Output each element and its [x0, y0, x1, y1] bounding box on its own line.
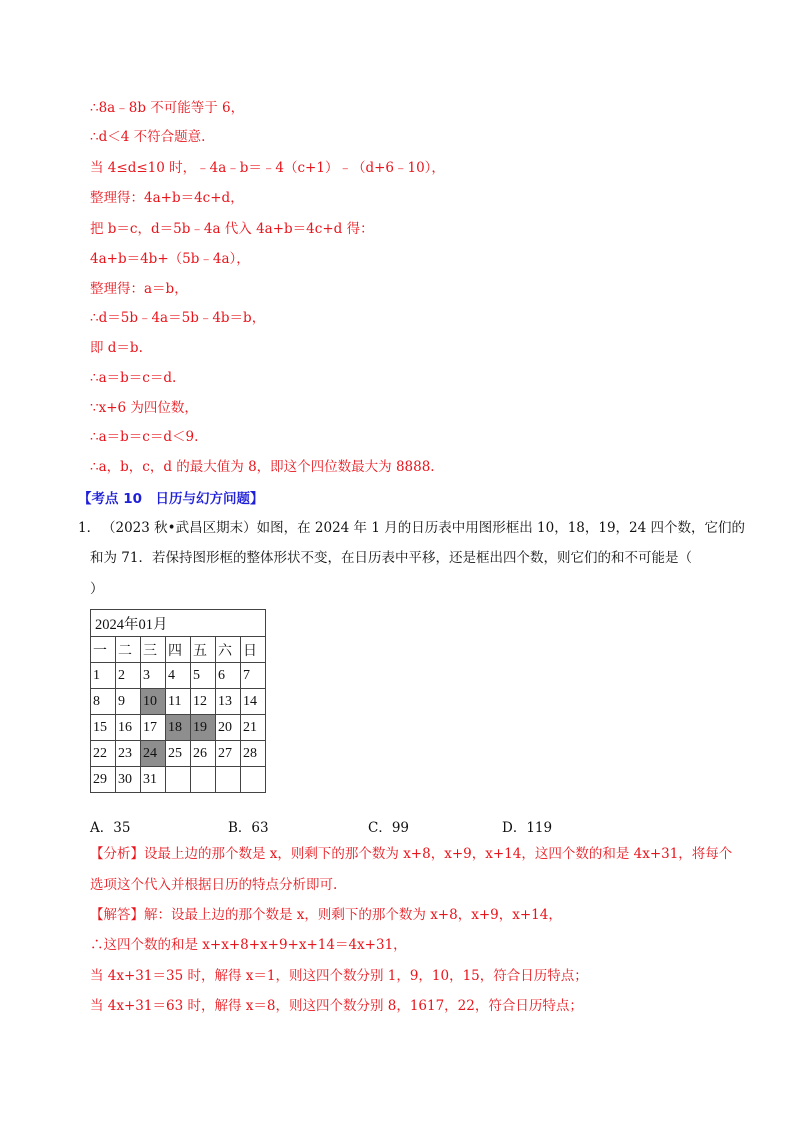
calendar-day: 9 [116, 689, 141, 715]
calendar-day: 17 [141, 715, 166, 741]
calendar-weekday: 五 [191, 637, 216, 663]
solution-line: 即 d＝b. [90, 340, 143, 356]
calendar-weekday: 六 [216, 637, 241, 663]
calendar-day: 31 [141, 767, 166, 793]
calendar-day: 12 [191, 689, 216, 715]
calendar-weekday: 三 [141, 637, 166, 663]
calendar-day: 27 [216, 741, 241, 767]
analysis-line: 【分析】设最上边的那个数是 x，则剩下的那个数为 x+8，x+9，x+14，这四个数的和是 4x+31，将每个 [90, 846, 733, 862]
solution-line: 当 4≤d≤10 时，﹣4a﹣b＝﹣4（c+1）﹣（d+6﹣10）， [90, 160, 445, 176]
calendar-day: 11 [166, 689, 191, 715]
option-d: D．119 [502, 820, 553, 836]
calendar-day: 22 [91, 741, 116, 767]
calendar-day [216, 767, 241, 793]
solution-line: ∴a＝b＝c＝d＜9. [90, 429, 199, 445]
calendar-table [90, 609, 266, 793]
solution-line: ∵x+6 为四位数， [90, 400, 198, 416]
question-text-line: （2023 秋•武昌区期末）如图，在 2024 年 1 月的日历表中用图形框出 10，18，19，24 四个数，它们的 [102, 520, 746, 536]
calendar-day: 20 [216, 715, 241, 741]
calendar-day-highlighted: 18 [166, 715, 191, 741]
calendar-day-highlighted: 19 [191, 715, 216, 741]
solution-line: ∴d＜4 不符合题意. [90, 129, 206, 145]
calendar-weekday: 日 [241, 637, 266, 663]
calendar-day: 16 [116, 715, 141, 741]
calendar-day [191, 767, 216, 793]
calendar-title: 2024年01月 [91, 610, 266, 637]
solution-line: 4a+b＝4b+（5b﹣4a）， [90, 251, 250, 267]
calendar-day: 15 [91, 715, 116, 741]
option-a: A．35 [90, 820, 131, 836]
calendar-day: 29 [91, 767, 116, 793]
calendar-day [241, 767, 266, 793]
answer-line: 当 4x+31＝35 时，解得 x＝1，则这四个数分别 1，9，10，15，符合日历特点； [90, 968, 588, 984]
calendar-day: 30 [116, 767, 141, 793]
solution-line: ∴d＝5b﹣4a＝5b﹣4b＝b， [90, 310, 266, 326]
calendar-day: 25 [166, 741, 191, 767]
calendar-day: 21 [241, 715, 266, 741]
calendar-weekday: 一 [91, 637, 116, 663]
calendar-weekday: 二 [116, 637, 141, 663]
question-number: 1． [78, 520, 101, 536]
calendar-weekday: 四 [166, 637, 191, 663]
calendar-day: 26 [191, 741, 216, 767]
question-text-line: ） [90, 581, 104, 597]
calendar-day: 28 [241, 741, 266, 767]
calendar-day: 5 [191, 663, 216, 689]
calendar-day: 4 [166, 663, 191, 689]
section-heading: 【考点 10 日历与幻方问题】 [78, 491, 264, 507]
answer-line: ∴这四个数的和是 x+x+8+x+9+x+14＝4x+31， [90, 937, 407, 953]
calendar-day: 13 [216, 689, 241, 715]
calendar-day: 6 [216, 663, 241, 689]
question-text-line: 和为 71．若保持图形框的整体形状不变，在日历表中平移，还是框出四个数，则它们的和不可能是（ [90, 550, 692, 566]
solution-line: ∴8a﹣8b 不可能等于 6， [90, 100, 245, 116]
calendar-day: 23 [116, 741, 141, 767]
analysis-line: 选项这个代入并根据日历的特点分析即可. [90, 877, 338, 893]
answer-line: 当 4x+31＝63 时，解得 x＝8，则这四个数分别 8，1617，22，符合日历特点； [90, 998, 583, 1014]
option-c: C．99 [368, 820, 410, 836]
calendar-day: 1 [91, 663, 116, 689]
option-b: B．63 [228, 820, 269, 836]
solution-line: ∴a，b，c，d 的最大值为 8，即这个四位数最大为 8888. [90, 459, 435, 475]
calendar-day [166, 767, 191, 793]
calendar-day-highlighted: 24 [141, 741, 166, 767]
calendar-day: 7 [241, 663, 266, 689]
solution-line: 整理得：a＝b， [90, 281, 188, 297]
calendar-day: 3 [141, 663, 166, 689]
calendar-day: 8 [91, 689, 116, 715]
solution-line: ∴a＝b＝c＝d. [90, 370, 177, 386]
solution-line: 整理得：4a+b＝4c+d， [90, 190, 244, 206]
calendar-day-highlighted: 10 [141, 689, 166, 715]
calendar-day: 14 [241, 689, 266, 715]
answer-line: 【解答】解：设最上边的那个数是 x，则剩下的那个数为 x+8，x+9，x+14， [90, 907, 562, 923]
solution-line: 把 b＝c，d＝5b﹣4a 代入 4a+b＝4c+d 得： [90, 221, 374, 237]
calendar-day: 2 [116, 663, 141, 689]
